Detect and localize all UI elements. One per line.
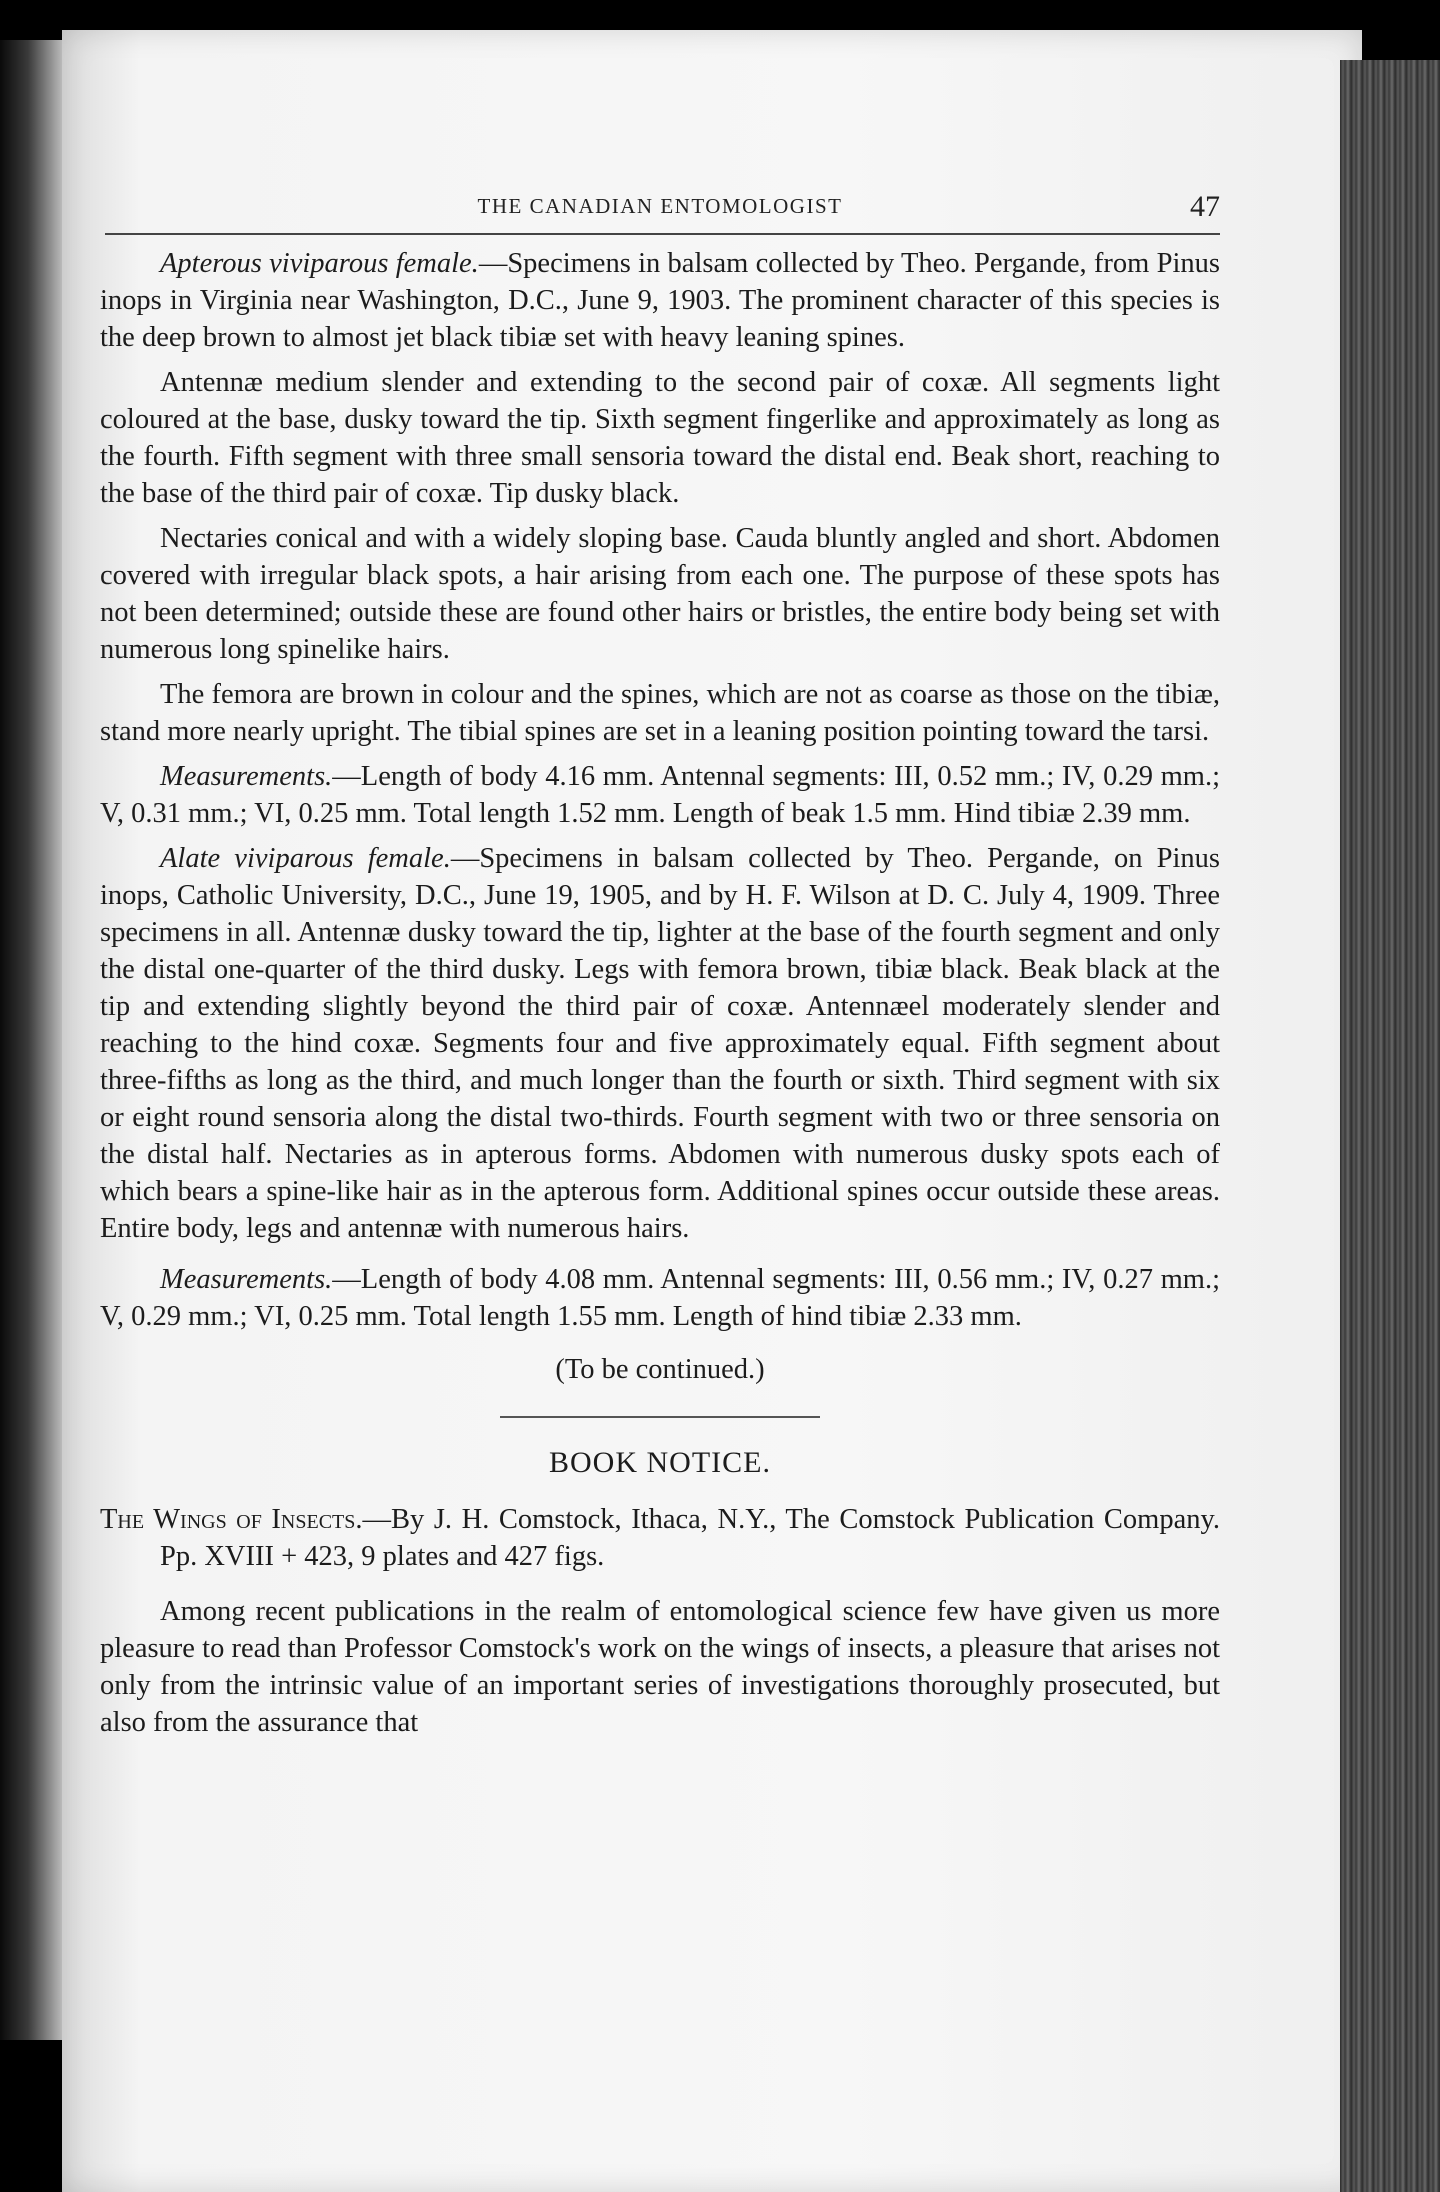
book-notice-heading: BOOK NOTICE.: [549, 1446, 771, 1479]
header-rule: [105, 233, 1220, 235]
section-divider: [500, 1416, 820, 1418]
book-review-paragraph: Among recent publications in the realm of entomological science few have given us more pleasure to read than Professor Comstock's work on the wings of insects, a pleasure that arises not only from the intrinsic value of an important series of investigations thoroughly prosecuted, but also from the assurance that: [100, 1596, 1220, 1738]
book-title: The Wings of Insects.: [100, 1504, 363, 1535]
paragraph-measurements-apterous: [100, 758, 1220, 832]
article-body: [100, 245, 1220, 1749]
paragraph-measurements-alate: [100, 1261, 1220, 1335]
measurements-text: —Length of body 4.16 mm. Antennal segments: III, 0.52 mm.; IV, 0.29 mm.; V, 0.31 mm.; VI, 0.25 mm. Total length 1.52 mm. Length of beak 1.5 mm. Hind tibiæ 2.39 mm.: [100, 761, 1220, 829]
apterous-heading: Apterous viviparous female.: [160, 248, 479, 279]
book-publication-details: —By J. H. Comstock, Ithaca, N.Y., The Comstock Publication Company. Pp. XVIII + 423, 9 plates and 427 figs.: [160, 1504, 1220, 1572]
book-spine-shadow: [0, 40, 70, 2040]
alate-heading: Alate viviparous female.: [160, 843, 451, 874]
page-edges: [1340, 60, 1440, 2192]
measurements-text: —Length of body 4.08 mm. Antennal segments: III, 0.56 mm.; IV, 0.27 mm.; V, 0.29 mm.; VI, 0.25 mm. Total length 1.55 mm. Length of hind tibiæ 2.33 mm.: [100, 1264, 1220, 1332]
measurements-heading: Measurements.: [160, 1264, 333, 1295]
paragraph-alate: [100, 840, 1220, 1247]
paragraph-antennae: Antennæ medium slender and extending to the second pair of coxæ. All segments light coloured at the base, dusky toward the tip. Sixth segment fingerlike and approximately as long as the fourth. Fifth segment with three small sensoria toward the distal end. Beak short, reaching to the base of the third pair of coxæ. Tip dusky black.: [100, 367, 1220, 509]
alate-text: —Specimens in balsam collected by Theo. Pergande, on Pinus inops, Catholic University, D.C., June 19, 1905, and by H. F. Wilson at D. C. July 4, 1909. Three specimens in all. Antennæ dusky toward the tip, lighter at the base of the fourth segment and only the distal one-quarter of the third dusky. Legs with femora brown, tibiæ black. Beak black at the tip and extending slightly beyond the third pair of coxæ. Antennæel moderately slender and reaching to the hind coxæ. Segments four and five approximately equal. Fifth segment about three-fifths as long as the third, and much longer than the fourth or sixth. Third segment with six or eight round sensoria along the distal two-thirds. Fourth segment with two or three sensoria on the distal half. Nectaries as in apterous forms. Abdomen with numerous dusky spots each of which bears a spine-like hair as in the apterous form. Additional spines occur outside these areas. Entire body, legs and antennæ with numerous hairs.: [100, 843, 1221, 1244]
page-number: 47: [1190, 190, 1220, 223]
paragraph-nectaries: Nectaries conical and with a widely sloping base. Cauda bluntly angled and short. Abdomen covered with irregular black spots, a hair arising from each one. The purpose of these spots has not been determined; outside these are found other hairs or bristles, the entire body being set with numerous long spinelike hairs.: [100, 523, 1220, 665]
apterous-text: —Specimens in balsam collected by Theo. Pergande, from Pinus inops in Virginia near Washington, D.C., June 9, 1903. The prominent character of this species is the deep brown to almost jet black tibiæ set with heavy leaning spines.: [100, 248, 1220, 353]
paragraph-femora: The femora are brown in colour and the spines, which are not as coarse as those on the tibiæ, stand more nearly upright. The tibial spines are set in a leaning position pointing toward the tarsi.: [100, 679, 1220, 747]
running-title: THE CANADIAN ENTOMOLOGIST: [477, 194, 843, 218]
page-header: [100, 190, 1220, 230]
measurements-heading: Measurements.: [160, 761, 333, 792]
to-be-continued: (To be continued.): [555, 1354, 765, 1385]
book-citation: [100, 1501, 1220, 1575]
paragraph-apterous: [100, 245, 1220, 356]
